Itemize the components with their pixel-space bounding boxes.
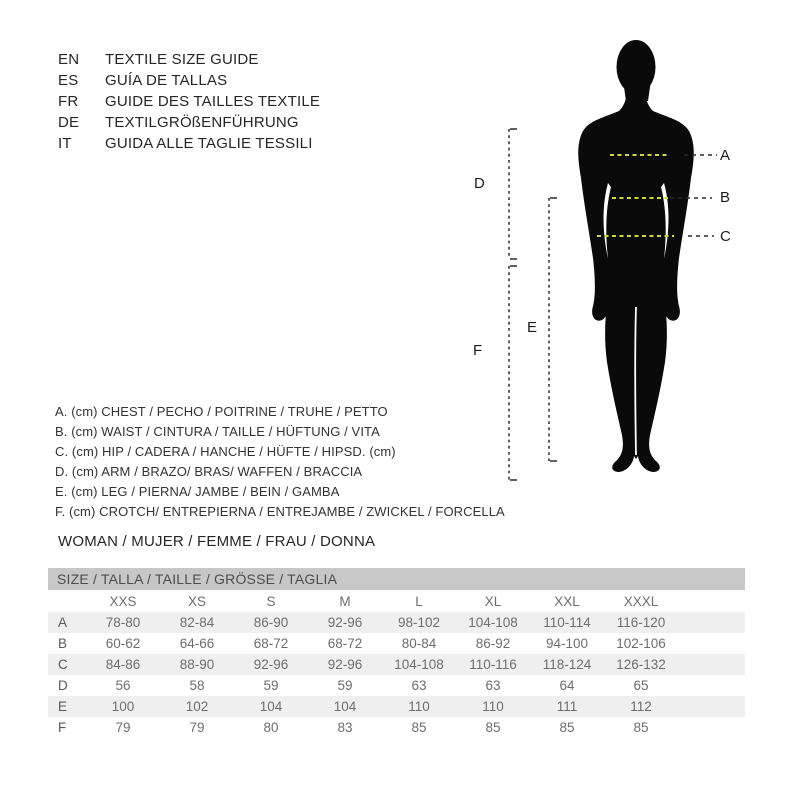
cell: 94-100: [545, 636, 589, 651]
cell: 100: [86, 696, 160, 717]
cell: 102-106: [616, 636, 666, 651]
row-label: B: [58, 636, 68, 651]
cell: 111: [530, 696, 604, 717]
col-header-xxxl: XXXL: [623, 593, 659, 609]
cell: 58: [189, 678, 205, 693]
cell: 88-90: [160, 654, 234, 675]
measure-label-d: D: [474, 175, 486, 192]
cell: 92-96: [308, 654, 382, 675]
cell: 56: [115, 678, 131, 693]
cell: 110-114: [530, 612, 604, 633]
table-row: [48, 675, 745, 696]
language-code: DE: [58, 114, 80, 131]
cell: 104: [308, 696, 382, 717]
language-row: [58, 70, 320, 91]
guide-title: GUIDA ALLE TAGLIE TESSILI: [105, 135, 313, 152]
table-row: [48, 654, 745, 675]
cell: 79: [189, 720, 205, 735]
measure-label-b: B: [720, 189, 731, 206]
size-table: [48, 568, 745, 738]
cell: 85: [559, 720, 575, 735]
col-header-m: M: [339, 593, 351, 609]
guide-title: TEXTILE SIZE GUIDE: [105, 51, 259, 68]
legend-item-e: E. (cm) LEG / PIERNA/ JAMBE / BEIN / GAMBA: [55, 484, 340, 499]
language-row: [58, 49, 320, 70]
gender-title: WOMAN / MUJER / FEMME / FRAU / DONNA: [58, 533, 376, 550]
language-row: [58, 133, 320, 154]
legend-item-b: B. (cm) WAIST / CINTURA / TAILLE / HÜFTUNG / VITA: [55, 424, 380, 439]
cell: 84-86: [86, 654, 160, 675]
col-header-l: L: [415, 593, 423, 609]
row-label: A: [48, 612, 86, 633]
cell: 112: [604, 696, 678, 717]
guide-title: GUIDE DES TAILLES TEXTILE: [105, 93, 321, 110]
measurement-line-d: [509, 129, 517, 259]
language-code: EN: [58, 51, 80, 68]
cell: 118-124: [530, 654, 604, 675]
cell: 104-108: [382, 654, 456, 675]
woman-silhouette: [578, 40, 694, 472]
cell: 82-84: [160, 612, 234, 633]
table-row: [48, 717, 745, 738]
measurement-legend: [55, 402, 505, 522]
cell: 59: [337, 678, 353, 693]
language-row: [58, 112, 320, 133]
cell: 110: [456, 696, 530, 717]
row-label: C: [48, 654, 86, 675]
language-code: IT: [58, 135, 72, 152]
guide-title: GUÍA DE TALLAS: [105, 72, 228, 89]
cell: 110-116: [456, 654, 530, 675]
guide-title: TEXTILGRÖßENFÜHRUNG: [105, 114, 299, 131]
cell: 92-96: [234, 654, 308, 675]
cell: 63: [485, 678, 501, 693]
cell: 86-90: [234, 612, 308, 633]
cell: 92-96: [308, 612, 382, 633]
size-table-header-label: SIZE / TALLA / TAILLE / GRÖSSE / TAGLIA: [48, 568, 745, 590]
cell: 64-66: [179, 636, 215, 651]
measure-label-f: F: [473, 342, 483, 359]
cell: 85: [485, 720, 501, 735]
cell: 126-132: [604, 654, 678, 675]
cell: 85: [633, 720, 649, 735]
table-row: [48, 633, 745, 654]
measure-label-a: A: [720, 147, 731, 164]
cell: 63: [411, 678, 427, 693]
legend-item-d: D. (cm) ARM / BRAZO/ BRAS/ WAFFEN / BRACCIA: [55, 464, 363, 479]
cell: 116-120: [604, 612, 678, 633]
cell: 86-92: [475, 636, 511, 651]
legend-item-f: F. (cm) CROTCH/ ENTREPIERNA / ENTREJAMBE / ZWICKEL / FORCELLA: [55, 504, 505, 519]
col-header-xl: XL: [484, 593, 502, 609]
cell: 60-62: [105, 636, 141, 651]
cell: 98-102: [382, 612, 456, 633]
measure-label-c: C: [720, 228, 732, 245]
size-table-header-band: [48, 568, 745, 590]
cell: 102: [160, 696, 234, 717]
language-code: ES: [58, 72, 79, 89]
col-header-s: S: [266, 593, 276, 609]
language-title-list: [58, 49, 320, 154]
cell: 64: [559, 678, 575, 693]
cell: 79: [115, 720, 131, 735]
size-table-column-headers: [48, 590, 745, 612]
cell: 80: [263, 720, 279, 735]
cell: 65: [633, 678, 649, 693]
cell: 104-108: [456, 612, 530, 633]
table-row: [48, 696, 745, 717]
col-header-xxs: XXS: [109, 593, 137, 609]
cell: 68-72: [327, 636, 363, 651]
table-row: [48, 612, 745, 633]
row-label: E: [48, 696, 86, 717]
cell: 110: [382, 696, 456, 717]
col-header-xxl: XXL: [554, 593, 580, 609]
measurement-line-f: [509, 266, 517, 480]
cell: 104: [234, 696, 308, 717]
row-label: F: [58, 720, 67, 735]
col-header-xs: XS: [187, 593, 206, 609]
cell: 59: [263, 678, 279, 693]
language-code: FR: [58, 93, 79, 110]
cell: 68-72: [253, 636, 289, 651]
cell: 80-84: [401, 636, 437, 651]
measurement-line-e: [549, 198, 557, 461]
measure-label-e: E: [527, 319, 538, 336]
cell: 85: [411, 720, 427, 735]
legend-item-c: C. (cm) HIP / CADERA / HANCHE / HÜFTE / HIPSD. (cm): [55, 444, 396, 459]
cell: 83: [337, 720, 353, 735]
row-label: D: [58, 678, 68, 693]
language-row: [58, 91, 320, 112]
legend-item-a: A. (cm) CHEST / PECHO / POITRINE / TRUHE / PETTO: [55, 404, 388, 419]
cell: 78-80: [86, 612, 160, 633]
